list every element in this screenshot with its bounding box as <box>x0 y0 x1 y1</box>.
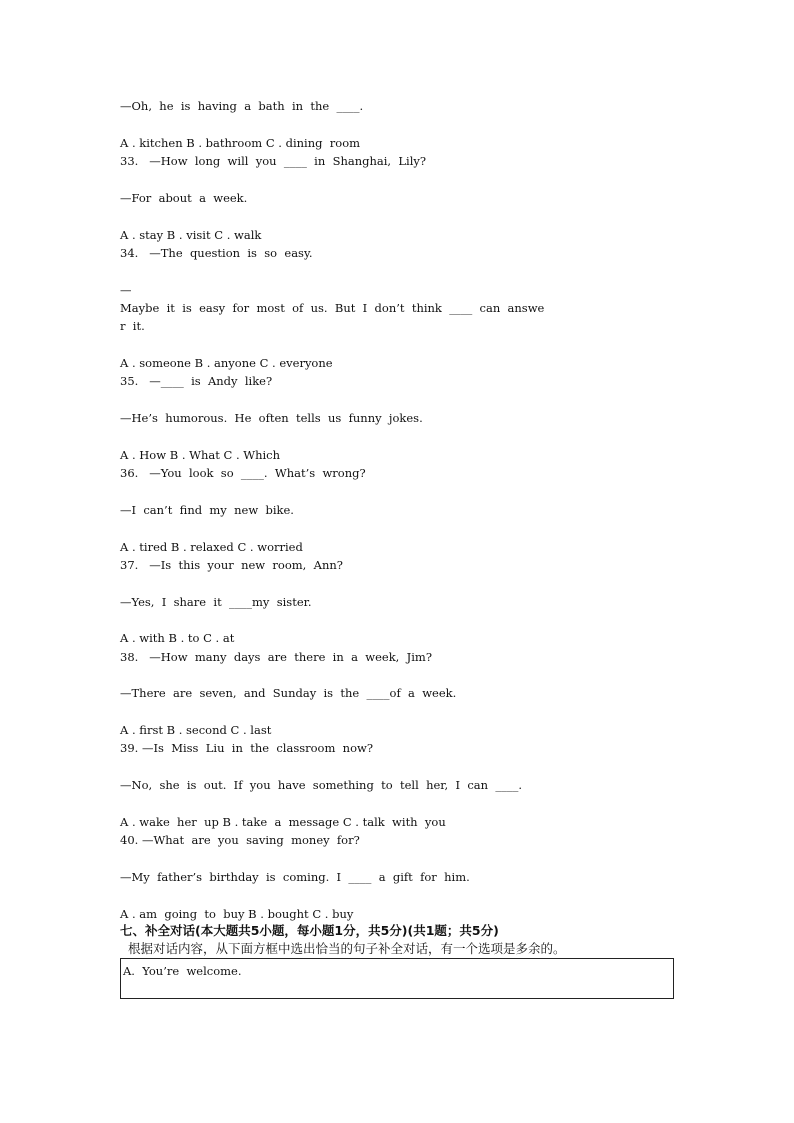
answer-options: A . someone B . anyone C . everyone <box>120 356 333 370</box>
question-39: 39. —Is Miss Liu in the classroom now? <box>120 741 374 755</box>
section-heading: 七、补全对话(本大题共5小题，每小题1分，共5分)(共1题；共5分) <box>120 923 499 938</box>
dialogue-line: —My father’s birthday is coming. I ____ a gift for him. <box>120 870 470 884</box>
box-option: A. You’re welcome. <box>123 964 242 978</box>
dialogue-line: r it. <box>120 319 145 333</box>
answer-options: A . am going to buy B . bought C . buy <box>120 907 354 921</box>
question-40: 40. —What are you saving money for? <box>120 833 360 847</box>
dialogue-line: —For about a week. <box>120 191 248 205</box>
answer-options: A . stay B . visit C . walk <box>120 228 262 242</box>
dialogue-line: Maybe it is easy for most of us. But I don’t think ____ can answe <box>120 301 545 315</box>
answer-options: A . wake her up B . take a message C . talk with you <box>120 815 446 829</box>
dialogue-line: —Oh, he is having a bath in the ____. <box>120 99 364 113</box>
dialogue-line: — <box>120 283 132 297</box>
answer-options: A . kitchen B . bathroom C . dining room <box>120 136 361 150</box>
answer-options: A . first B . second C . last <box>120 723 272 737</box>
options-box <box>120 958 674 999</box>
dialogue-line: —He’s humorous. He often tells us funny jokes. <box>120 411 423 425</box>
question-35: 35. —____ is Andy like? <box>120 374 273 388</box>
question-37: 37. —Is this your new room, Ann? <box>120 558 343 572</box>
dialogue-line: —There are seven, and Sunday is the ____of a week. <box>120 686 457 700</box>
answer-options: A . with B . to C . at <box>120 631 235 645</box>
answer-options: A . How B . What C . Which <box>120 448 281 462</box>
question-34: 34. —The question is so easy. <box>120 246 313 260</box>
dialogue-line: —Yes, I share it ____my sister. <box>120 595 312 609</box>
dialogue-line: —I can’t find my new bike. <box>120 503 294 517</box>
answer-options: A . tired B . relaxed C . worried <box>120 540 303 554</box>
question-36: 36. —You look so ____. What’s wrong? <box>120 466 366 480</box>
question-33: 33. —How long will you ____ in Shanghai, Lily? <box>120 154 427 168</box>
question-38: 38. —How many days are there in a week, Jim? <box>120 650 432 664</box>
dialogue-line: —No, she is out. If you have something to tell her, I can ____. <box>120 778 523 792</box>
section-instruction: 根据对话内容，从下面方框中选出恰当的句子补全对话，有一个选项是多余的。 <box>120 941 566 956</box>
